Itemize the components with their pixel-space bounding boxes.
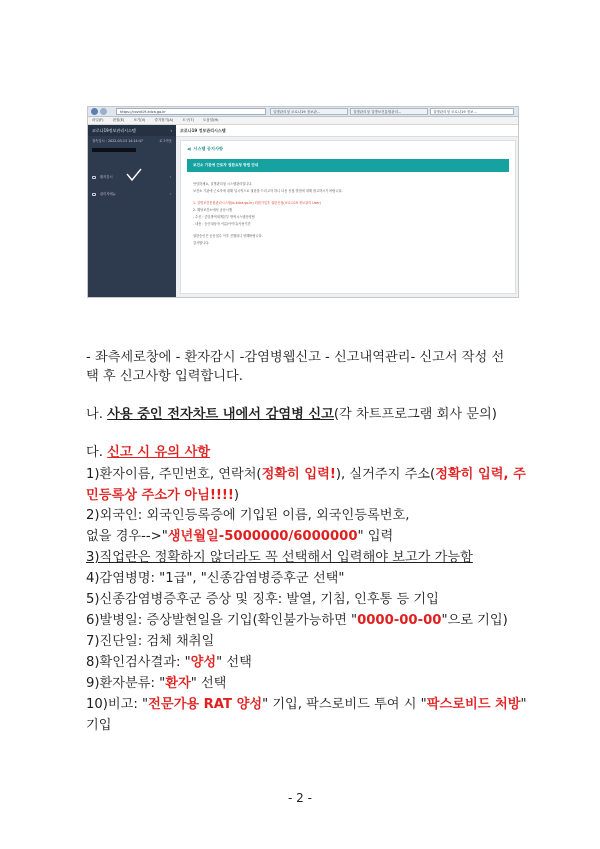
menu-favorites[interactable]: 즐겨찾기(A) xyxy=(154,118,174,122)
list-item xyxy=(86,675,226,693)
browser-tab[interactable]: 질병관리청 코로나19 정보... xyxy=(430,108,514,115)
main-content xyxy=(176,125,518,297)
notice-line: 보건소 기관에 근로자에 대해 일시적으로 권한을 드리고자 하니 다음 신청 방법에 대해 참고하시기 바랍니다. xyxy=(193,189,343,193)
notice-line: - 내용 : 승인대상자 이름/아이디/사용기간 xyxy=(193,222,251,226)
emphasis: 생년월일-5000000/6000000 xyxy=(167,529,358,544)
text: " 입력 xyxy=(357,529,394,544)
notice-line: 1. 질병보건통합관리시스템(is.kdca.go.kr) 회원가입후 권한신청(코로나19 정보관리 User) xyxy=(193,201,321,205)
browser-tab[interactable]: 질병관리청 질병보건통합관리... xyxy=(350,108,428,115)
emphasis: 0000-00-00 xyxy=(357,613,442,628)
address-bar[interactable]: https://covid19.kdca.go.kr xyxy=(116,108,266,115)
section-note: (각 차트프로그램 회사 문의) xyxy=(333,407,497,422)
sidebar-header xyxy=(88,125,176,136)
emphasis: 민등록상 주소가 아님!!!! xyxy=(86,488,234,503)
section-prefix: 나. xyxy=(86,407,108,422)
section-heading: 사용 중인 전자차트 내에서 감염병 신고 xyxy=(107,407,334,422)
section-heading: 신고 시 유의 사항 xyxy=(107,445,211,460)
list-item-cont xyxy=(86,487,239,505)
text: 1)환자이름, 주민번호, 연락처( xyxy=(86,467,262,482)
text: 8)확인검사결과: " xyxy=(86,655,191,670)
emphasis: 전문가용 RAT 양성 xyxy=(148,697,263,712)
menu-file[interactable]: 파일(F) xyxy=(92,118,104,122)
text: 3)직업란은 정확하지 않더라도 꼭 선택해서 입력해야 보고가 가능함 xyxy=(86,550,473,565)
menu-view[interactable]: 보기(V) xyxy=(133,118,146,122)
section-da xyxy=(86,444,210,462)
system-screenshot xyxy=(87,106,519,298)
sidebar-item-admin[interactable] xyxy=(88,189,176,200)
browser-toolbar xyxy=(88,107,518,117)
back-icon[interactable] xyxy=(91,108,98,115)
menu-help[interactable]: 도움말(H) xyxy=(203,118,219,122)
logout-button[interactable]: 로그아웃 xyxy=(159,139,172,143)
notice-line: 2. 해당보건소에서 공문시행 xyxy=(193,208,232,212)
list-item-cont: 기입 xyxy=(86,718,112,733)
text: ), 실거주지 주소( xyxy=(335,467,436,482)
emphasis: 양성 xyxy=(190,655,217,670)
instruction-line: - 좌측세로창에 - 환자감시 -감염병웹신고 - 신고내역관리- 신고서 작성 선 xyxy=(86,350,505,365)
user-info xyxy=(88,136,176,146)
emphasis: 환자 xyxy=(165,676,191,691)
chevron-right-icon: › xyxy=(169,175,171,179)
list-item xyxy=(86,549,473,567)
menu-tools[interactable]: 도구(T) xyxy=(182,118,194,122)
emphasis: 정확히 입력! xyxy=(261,467,336,482)
emphasis: 팍스로비드 처방 xyxy=(426,697,521,712)
panel-title: ◀) 시스템 공지사항 xyxy=(187,146,223,152)
text: 6)발병일: 증상발현일을 기입(확인불가능하면 " xyxy=(86,613,358,628)
list-item xyxy=(86,654,252,672)
text: 10)비고: " xyxy=(86,697,149,712)
gear-icon xyxy=(92,193,96,196)
page-number: - 2 - xyxy=(288,791,312,805)
instruction-line: 택 후 신고사항 입력합니다. xyxy=(86,369,243,384)
section-na xyxy=(86,406,497,424)
redacted-user-name xyxy=(92,148,136,152)
list-item: 5)신종감염병증후군 증상 및 징후: 발열, 기침, 인후통 등 기입 xyxy=(86,592,439,607)
emphasis: 정확히 입력, 주 xyxy=(435,467,526,482)
browser-tab[interactable]: 일병관리청 코로나19 정보관... xyxy=(270,108,348,115)
text: 9)환자분류: " xyxy=(86,676,166,691)
checkmark-icon xyxy=(126,168,142,182)
main-title: 코로나19 정보관리시스템 xyxy=(176,125,518,137)
chevron-right-icon: › xyxy=(169,192,171,196)
sidebar-item-label: 관리자메뉴 xyxy=(100,192,116,196)
list-item xyxy=(86,696,527,714)
notice-panel xyxy=(180,140,516,294)
sidebar-title: 코로나19정보관리시스템 xyxy=(92,128,136,133)
sidebar-item-label: 환자감시 xyxy=(100,175,113,179)
text: " 선택 xyxy=(190,676,227,691)
text: " 기입, 팍스로비드 투여 시 " xyxy=(262,697,427,712)
notice-line: 감사합니다. xyxy=(193,241,210,245)
list-item xyxy=(86,466,526,484)
list-item-cont xyxy=(86,528,393,546)
menu-edit[interactable]: 편집(E) xyxy=(112,118,125,122)
browser-menubar xyxy=(88,117,518,125)
section-prefix: 다. xyxy=(86,445,108,460)
list-item: 4)감염병명: "1급", "신종감염병증후군 선택" xyxy=(86,571,345,586)
notice-line: - 수신 : 중앙방역대책본부 방역시스템운영팀 xyxy=(193,215,255,219)
text: " 선택 xyxy=(216,655,252,670)
text: " xyxy=(520,697,527,712)
sidebar xyxy=(88,125,176,297)
list-item xyxy=(86,612,508,630)
eye-icon xyxy=(92,176,96,179)
login-time: 접속일시 : 2022-03-13 14:14:47 xyxy=(92,139,143,143)
text: ) xyxy=(233,488,240,503)
notice-banner[interactable]: 보건소 기관에 근로자 권한요청 방법 안내 xyxy=(187,159,509,172)
text: 없을 경우-->" xyxy=(86,529,168,544)
list-item: 7)진단일: 검체 채취일 xyxy=(86,634,215,649)
notice-line: 안녕하세요, 질병관리청 시스템관리입니다. xyxy=(193,182,253,186)
collapse-icon[interactable]: ‹ xyxy=(170,128,172,133)
text: "으로 기입) xyxy=(441,613,508,628)
list-item: 2)외국인: 외국인등록증에 기입된 이름, 외국인등록번호, xyxy=(86,508,410,523)
forward-icon[interactable] xyxy=(100,108,107,115)
notice-line: 권한승인은 공문접수 이후 진행되니 양해바랍니다. xyxy=(193,234,263,238)
